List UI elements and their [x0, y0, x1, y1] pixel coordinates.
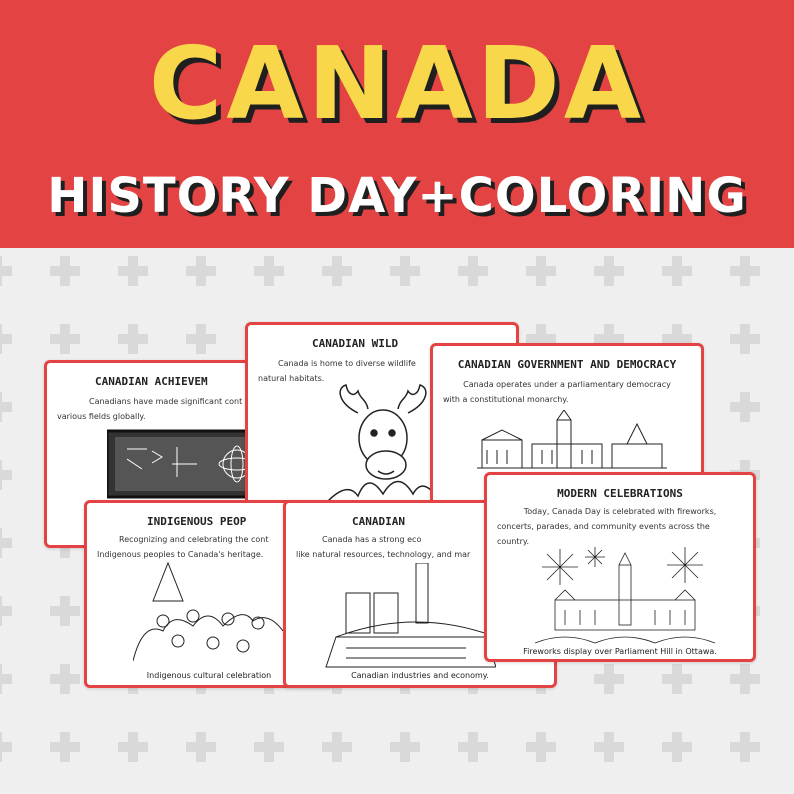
card-caption: Canadian industries and economy. — [351, 671, 489, 680]
moose-illustration — [328, 383, 438, 503]
card-title: CANADIAN WILD — [312, 337, 399, 350]
parliament-illustration — [477, 410, 667, 470]
card-text: Canada is home to diverse wildlife — [278, 359, 416, 368]
card-text: concerts, parades, and community events across the — [497, 522, 710, 531]
card-caption: Fireworks display over Parliament Hill in Ottawa. — [523, 647, 717, 656]
card-text: Canadians have made significant cont — [89, 397, 243, 406]
card-title: CANADIAN — [352, 515, 405, 528]
card-text: Canada operates under a parliamentary democracy — [463, 380, 671, 389]
card-caption: Indigenous cultural celebration — [146, 671, 272, 680]
card-title: MODERN CELEBRATIONS — [557, 487, 683, 500]
card-title: INDIGENOUS PEOP — [147, 515, 247, 528]
page-title: CANADA — [148, 25, 646, 142]
card-text: Canada has a strong eco — [322, 535, 422, 544]
card-text: country. — [497, 537, 529, 546]
card-text: with a constitutional monarchy. — [443, 395, 569, 404]
page-subtitle: HISTORY DAY+COLORING — [47, 168, 747, 224]
indigenous-celebration-illustration — [133, 561, 283, 661]
card-modern-celebrations — [484, 472, 756, 662]
fireworks-parliament-illustration — [535, 545, 715, 645]
card-text: natural habitats. — [258, 374, 325, 383]
card-text: Today, Canada Day is celebrated with fireworks, — [523, 507, 717, 516]
card-text: various fields globally. — [57, 412, 146, 421]
card-title: CANADIAN GOVERNMENT AND DEMOCRACY — [457, 358, 677, 371]
card-text: Indigenous peoples to Canada's heritage. — [97, 550, 264, 559]
industry-illustration — [316, 563, 496, 668]
card-text: Recognizing and celebrating the cont — [119, 535, 269, 544]
card-title: CANADIAN ACHIEVEM — [95, 375, 208, 388]
header-banner — [0, 0, 794, 248]
card-text: like natural resources, technology, and mar — [296, 550, 471, 559]
